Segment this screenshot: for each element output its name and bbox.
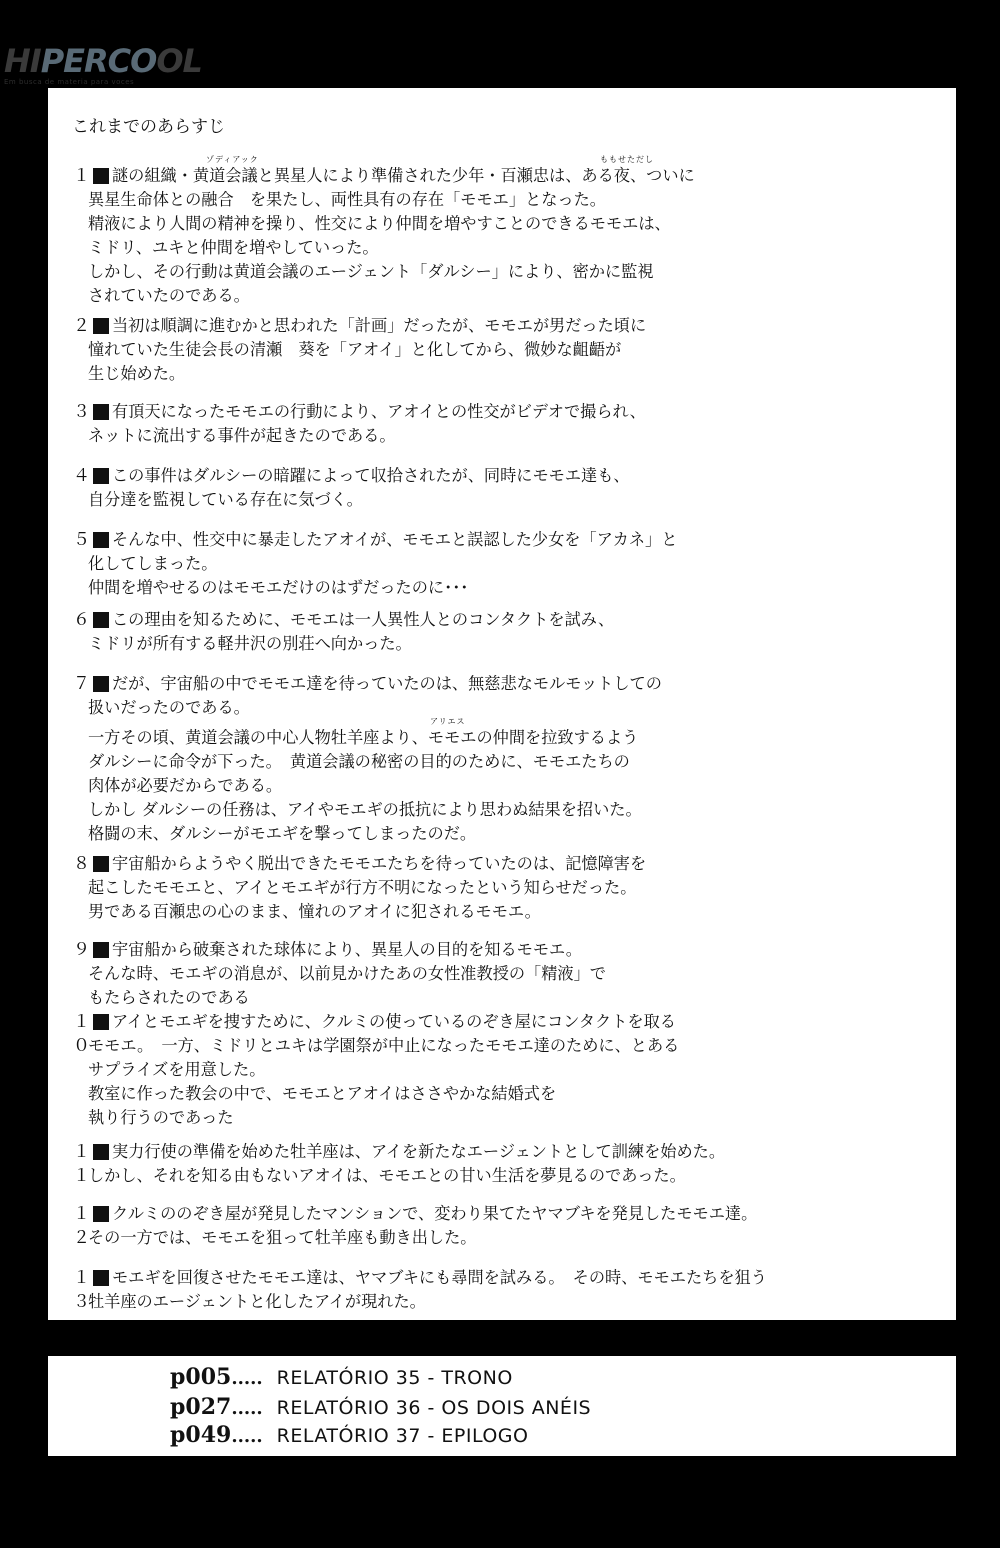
synopsis-item-6: ６ この理由を知るために、モモエは一人異性人とのコンタクトを試み、 ミドリが所有する軽井沢の別荘へ向かった。 xyxy=(73,610,615,653)
bullet-square xyxy=(93,1014,109,1030)
synopsis-page xyxy=(48,88,956,1320)
logo-wordmark: HIPERCOOL xyxy=(4,42,202,80)
bullet-square xyxy=(93,404,109,420)
toc-entry: p027..... RELATÓRIO 36 - OS DOIS ANÉIS xyxy=(170,1394,592,1420)
bullet-square xyxy=(93,676,109,692)
toc-entry: p049..... RELATÓRIO 37 - EPILOGO xyxy=(170,1422,529,1448)
bullet-square xyxy=(93,1144,109,1160)
table-of-contents xyxy=(48,1356,956,1456)
synopsis-item-9: ９ 宇宙船から破棄された球体により、異星人の目的を知るモモエ。 そんな時、モエギの消息が、以前見かけたあの女性准教授の「精液」で もたらされたのである xyxy=(73,940,606,1007)
synopsis-item-8: ８ 宇宙船からようやく脱出できたモモエたちを待っていたのは、記憶障害を 起こしたモモエと、アイとモエギが行方不明になったという知らせだった。 男である百瀬忠の心のまま、憧れのアオイに犯されるモモエ。 xyxy=(73,854,647,921)
logo-tagline: Em busca de materia para voces xyxy=(4,78,135,86)
bullet-square xyxy=(93,856,109,872)
synopsis-item-3: ３ 有頂天になったモモエの行動により、アオイとの性交がビデオで撮られ、 ネットに流出する事件が起きたのである。 xyxy=(73,402,646,445)
synopsis-item-12: １２ クルミののぞき屋が発見したマンションで、変わり果てたヤマブキを発見したモモエ達。 その一方では、モモエを狙って牡羊座も動き出した。 xyxy=(73,1204,758,1248)
synopsis-heading: これまでのあらすじ xyxy=(72,117,225,137)
bullet-square xyxy=(93,532,109,548)
synopsis-item-2: ２ 当初は順調に進むかと思われた「計画」だったが、モモエが男だった頃に 憧れていた生徒会長の清瀬 葵を「アオイ」と化してから、微妙な齟齬が 生じ始めた。 xyxy=(73,316,647,383)
synopsis-item-1: １ 謎の組織・黄道会議と異星人により準備された少年・百瀬忠は、ある夜、ついに 異星生命体との融合 を果たし、両性具有の存在「モモエ」となった。 精液により人間の精神を操り、性交により仲間を増やすことのできるモモエは、 ミドリ、ユキと仲間を増やしていった。 しかし、その行動は黄道会議のエージェント「ダルシー」により、密かに監視 されていたのである。 xyxy=(73,166,695,305)
synopsis-item-5: ５ そんな中、性交中に暴走したアオイが、モモエと誤認した少女を「アカネ」と 化してしまった。 仲間を増やせるのはモモエだけのはずだったのに･･･ xyxy=(73,530,678,597)
bullet-square xyxy=(93,168,109,184)
synopsis-item-4: ４ この事件はダルシーの暗躍によって収拾されたが、同時にモモエ達も、 自分達を監視している存在に気づく。 xyxy=(73,466,630,509)
ruby-momose-tadashi: ももせただし xyxy=(600,155,654,164)
toc-entry: p005..... RELATÓRIO 35 - TRONO xyxy=(170,1364,513,1390)
synopsis-item-11: １１ 実力行使の準備を始めた牡羊座は、アイを新たなエージェントとして訓練を始めた。 しかし、それを知る由もないアオイは、モモエとの甘い生活を夢見るのであった。 xyxy=(73,1142,726,1186)
bullet-square xyxy=(93,318,109,334)
synopsis-item-10: １０ アイとモエギを捜すために、クルミの使っているのぞき屋にコンタクトを取る モモエ。 一方、ミドリとユキは学園祭が中止になったモモエ達のために、とある サプライズを用意した。 教室に作った教会の中で、モモエとアオイはささやかな結婚式を 執り行うのであった xyxy=(73,1012,680,1127)
synopsis-item-7: ７ だが、宇宙船の中でモモエ達を待っていたのは、無慈悲なモルモットしての 扱いだったのである。 一方その頃、黄道会議の中心人物牡羊座より、モモエの仲間を拉致するよう ダルシーに命令が下った。 黄道会議の秘密の目的のために、モモエたちの 肉体が必要だからである。 しかし ダルシーの任務は、アイやモエギの抵抗により思わぬ結果を招いた。 格闘の末、ダルシーがモエギを撃ってしまったのだ。 xyxy=(73,674,662,843)
site-logo xyxy=(4,44,204,92)
ruby-zodiac: ゾディアック xyxy=(206,155,259,164)
bullet-square xyxy=(93,942,109,958)
bullet-square xyxy=(93,1270,109,1286)
bullet-square xyxy=(93,1206,109,1222)
ruby-aries: アリエス xyxy=(430,717,466,726)
synopsis-item-13: １３ モエギを回復させたモモエ達は、ヤマブキにも尋問を試みる。 その時、モモエたちを狙う 牡羊座のエージェントと化したアイが現れた。 xyxy=(73,1268,767,1312)
bullet-square xyxy=(93,612,109,628)
bullet-square xyxy=(93,468,109,484)
